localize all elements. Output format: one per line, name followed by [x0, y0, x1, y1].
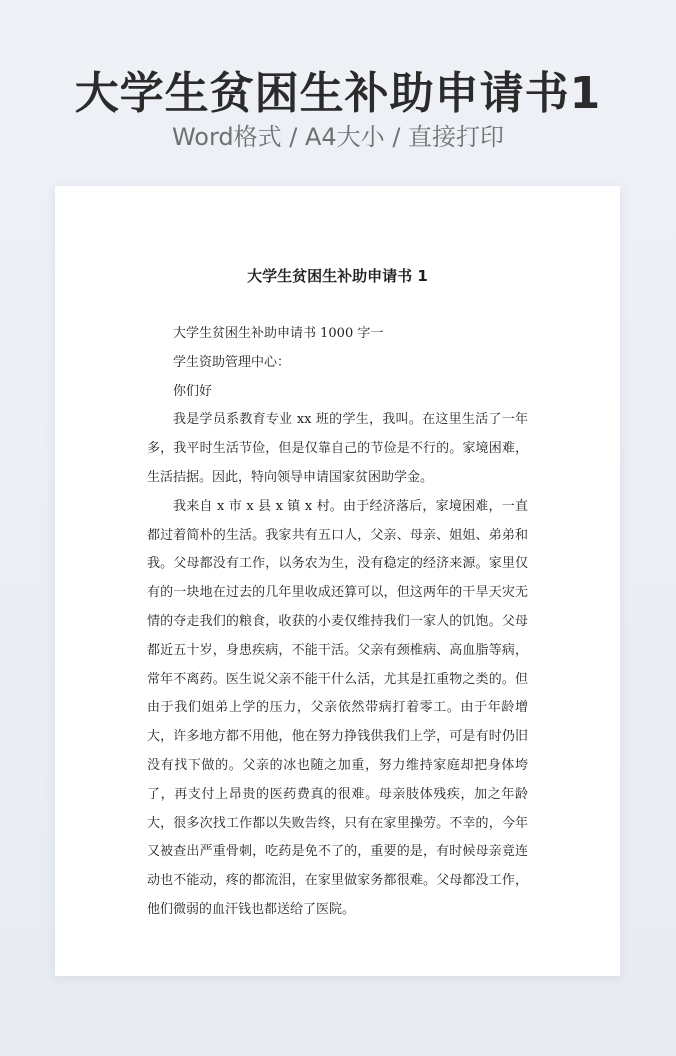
document-paragraph: 你们好 — [173, 383, 213, 399]
document-body — [147, 320, 528, 925]
document-paragraph: 我是学员系教育专业 xx 班的学生，我叫。在这里生活了一年多，我平时生活节俭，但是仅靠自己的节俭是不行的。家境困难，生活拮据。因此，特向领导申请国家贫困助学金。 — [147, 412, 528, 485]
banner-title: 大学生贫困生补助申请书1 — [74, 68, 602, 119]
banner-subtitle: Word格式 / A4大小 / 直接打印 — [171, 123, 505, 151]
document-paragraph: 我来自 x 市 x 县 x 镇 x 村。由于经济落后，家境困难，一直都过着简朴的生活。我家共有五口人，父亲、母亲、姐姐、弟弟和我。父母都没有工作，以务农为生，没有稳定的经济来源。家里仅有的一块地在过去的几年里收成还算可以，但这两年的干旱天灾无情的夺走我们的粮食，收获的小麦仅维持我们一家人的饥饱。父母都近五十岁，身患疾病，不能干活。父亲有颈椎病、高血脂等病，常年不离药。医生说父亲不能干什么活，尤其是扛重物之类的。但由于我们姐弟上学的压力，父亲依然带病打着零工。由于年龄增大，许多地方都不用他，他在努力挣钱供我们上学，可是有时仍旧没有找下做的。父亲的冰也随之加重，努力维持家庭却把身体垮了，再支付上昂贵的医药费真的很难。母亲肢体残疾，加之年龄大，很多次找工作都以失败告终，只有在家里操劳。不幸的，今年又被查出严重骨刺，吃药是免不了的，重要的是，有时候母亲竟连动也不能动，疼的都流泪，在家里做家务都很难。父母都没工作，他们微弱的血汗钱也都送给了医院。 — [147, 498, 528, 917]
document-paragraph: 学生资助管理中心： — [173, 354, 291, 370]
document-paragraph: 大学生贫困生补助申请书 1000 字一 — [173, 326, 384, 341]
document-page — [55, 186, 620, 976]
document-title: 大学生贫困生补助申请书 1 — [247, 267, 428, 285]
